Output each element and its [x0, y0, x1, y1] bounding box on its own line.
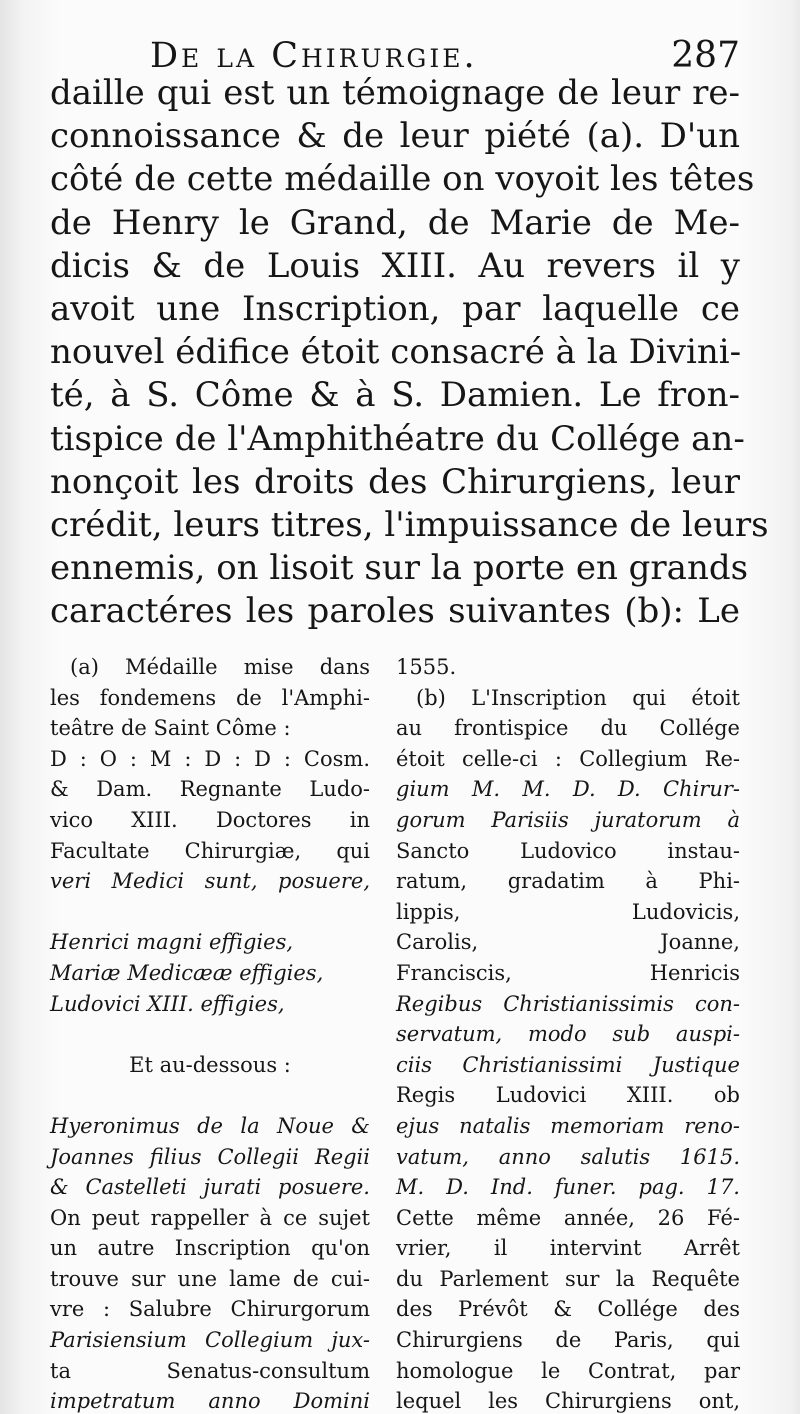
footnote-line: M. D. Ind. funer. pag. 17. — [396, 1175, 740, 1200]
footnotes — [50, 652, 740, 1414]
footnote-line: veri Medici sunt, posuere, — [50, 869, 370, 894]
blank-line — [50, 897, 370, 928]
footnote-line: Facultate Chirurgiæ, qui — [50, 838, 370, 863]
blank-line — [50, 1080, 370, 1111]
main-text-line: nouvel édifice étoit consacré à la Divini- — [50, 332, 742, 373]
page-number: 287 — [671, 35, 740, 76]
footnote-line: ta Senatus-consultum — [50, 1358, 370, 1383]
footnote-line: au frontispice du Collége — [396, 716, 740, 741]
footnote-line: & Castelleti jurati posuere. — [50, 1175, 370, 1200]
footnote-line: gorum Parisiis juratorum à — [396, 807, 740, 832]
footnote-line: du Parlement sur la Requête — [396, 1266, 740, 1291]
footnote-line: (a) Médaille mise dans — [70, 655, 370, 679]
footnote-line: Sancto Ludovico instau- — [396, 838, 740, 863]
footnote-line: vatum, anno salutis 1615. — [396, 1144, 740, 1169]
main-text-line: caractéres les paroles suivantes (b): Le — [50, 591, 740, 632]
footnote-line: & Dam. Regnante Ludo- — [50, 777, 370, 802]
footnote-b — [396, 652, 740, 1414]
main-text-line: dicis & de Louis XIII. Au revers il y — [50, 245, 740, 286]
main-text-line: ennemis, on lisoit sur la porte en grands — [50, 548, 749, 589]
footnote-line: Ludovici XIII. effigies, — [50, 991, 285, 1016]
main-text-line: connoissance & de leur piété (a). D'un — [50, 116, 740, 157]
footnote-line: servatum, modo sub auspi- — [396, 1022, 740, 1047]
footnote-line: impetratum anno Domini — [50, 1389, 370, 1414]
footnote-line: Regibus Christianissimis con- — [396, 991, 740, 1016]
main-text-line: tispice de l'Amphithéatre du Collége an- — [50, 418, 745, 459]
main-text — [50, 72, 769, 633]
footnote-line: vrier, il intervint Arrêt — [396, 1236, 740, 1261]
footnote-a — [50, 652, 370, 1414]
footnote-line: ratum, gradatim à Phi- — [396, 869, 740, 894]
footnote-line: (b) L'Inscription qui étoit — [416, 685, 740, 710]
footnote-line: étoit celle-ci : Collegium Re- — [396, 746, 740, 771]
footnote-line: gium M. M. D. D. Chirur- — [396, 777, 740, 802]
footnote-line: ejus natalis memoriam reno- — [396, 1113, 740, 1138]
footnote-line: Franciscis, Henricis — [396, 960, 740, 985]
main-text-line: nonçoit les droits des Chirurgiens, leur — [50, 461, 740, 502]
footnote-line: homologue le Contrat, par — [396, 1358, 740, 1383]
blank-line — [50, 1019, 370, 1050]
main-text-line: de Henry le Grand, de Marie de Me- — [50, 202, 740, 243]
footnote-line: Cette même année, 26 Fé- — [396, 1205, 740, 1230]
footnote-line: Henrici magni effigies, — [50, 930, 294, 955]
footnote-line: Et au-dessous : — [129, 1052, 291, 1077]
footnote-line: D : O : M : D : D : Cosm. — [50, 746, 370, 771]
footnote-line: trouve sur une lame de cui- — [50, 1266, 370, 1291]
footnote-line: Joannes filius Collegii Regii — [50, 1144, 370, 1169]
footnote-line: Regis Ludovici XIII. ob — [396, 1083, 740, 1108]
footnote-line: Mariæ Medicææ effigies, — [50, 960, 324, 985]
footnote-line: ciis Christianissimi Justique — [396, 1052, 740, 1077]
footnote-line: On peut rappeller à ce sujet — [50, 1205, 370, 1230]
main-text-line: avoit une Inscription, par laquelle ce — [50, 288, 740, 329]
footnote-line: vre : Salubre Chirurgorum — [50, 1297, 370, 1322]
footnote-line: vico XIII. Doctores in — [50, 807, 370, 832]
footnote-line: teâtre de Saint Côme : — [50, 716, 291, 741]
footnote-line: 1555. — [396, 655, 457, 679]
footnote-line: Chirurgiens de Paris, qui — [396, 1328, 740, 1353]
footnote-line: Carolis, Joanne, — [396, 930, 740, 955]
main-text-line: crédit, leurs titres, l'impuissance de leurs — [50, 504, 769, 545]
main-text-line: daille qui est un témoignage de leur re- — [50, 73, 740, 113]
footnote-line: des Prévôt & Collége des — [396, 1297, 740, 1322]
footnote-line: les fondemens de l'Amphi- — [50, 685, 370, 710]
footnote-line: lippis, Ludovicis, — [396, 899, 740, 924]
footnote-line: un autre Inscription qu'on — [50, 1236, 370, 1261]
main-text-line: té, à S. Côme & à S. Damien. Le fron- — [50, 375, 740, 416]
running-title: De la Chirurgie. — [150, 36, 478, 76]
footnote-line: Hyeronimus de la Noue & — [50, 1113, 370, 1138]
footnote-line: Parisiensium Collegium jux- — [50, 1328, 370, 1353]
footnote-line: lequel les Chirurgiens ont, — [396, 1389, 740, 1414]
main-text-line: côté de cette médaille on voyoit les têtes — [50, 159, 755, 200]
